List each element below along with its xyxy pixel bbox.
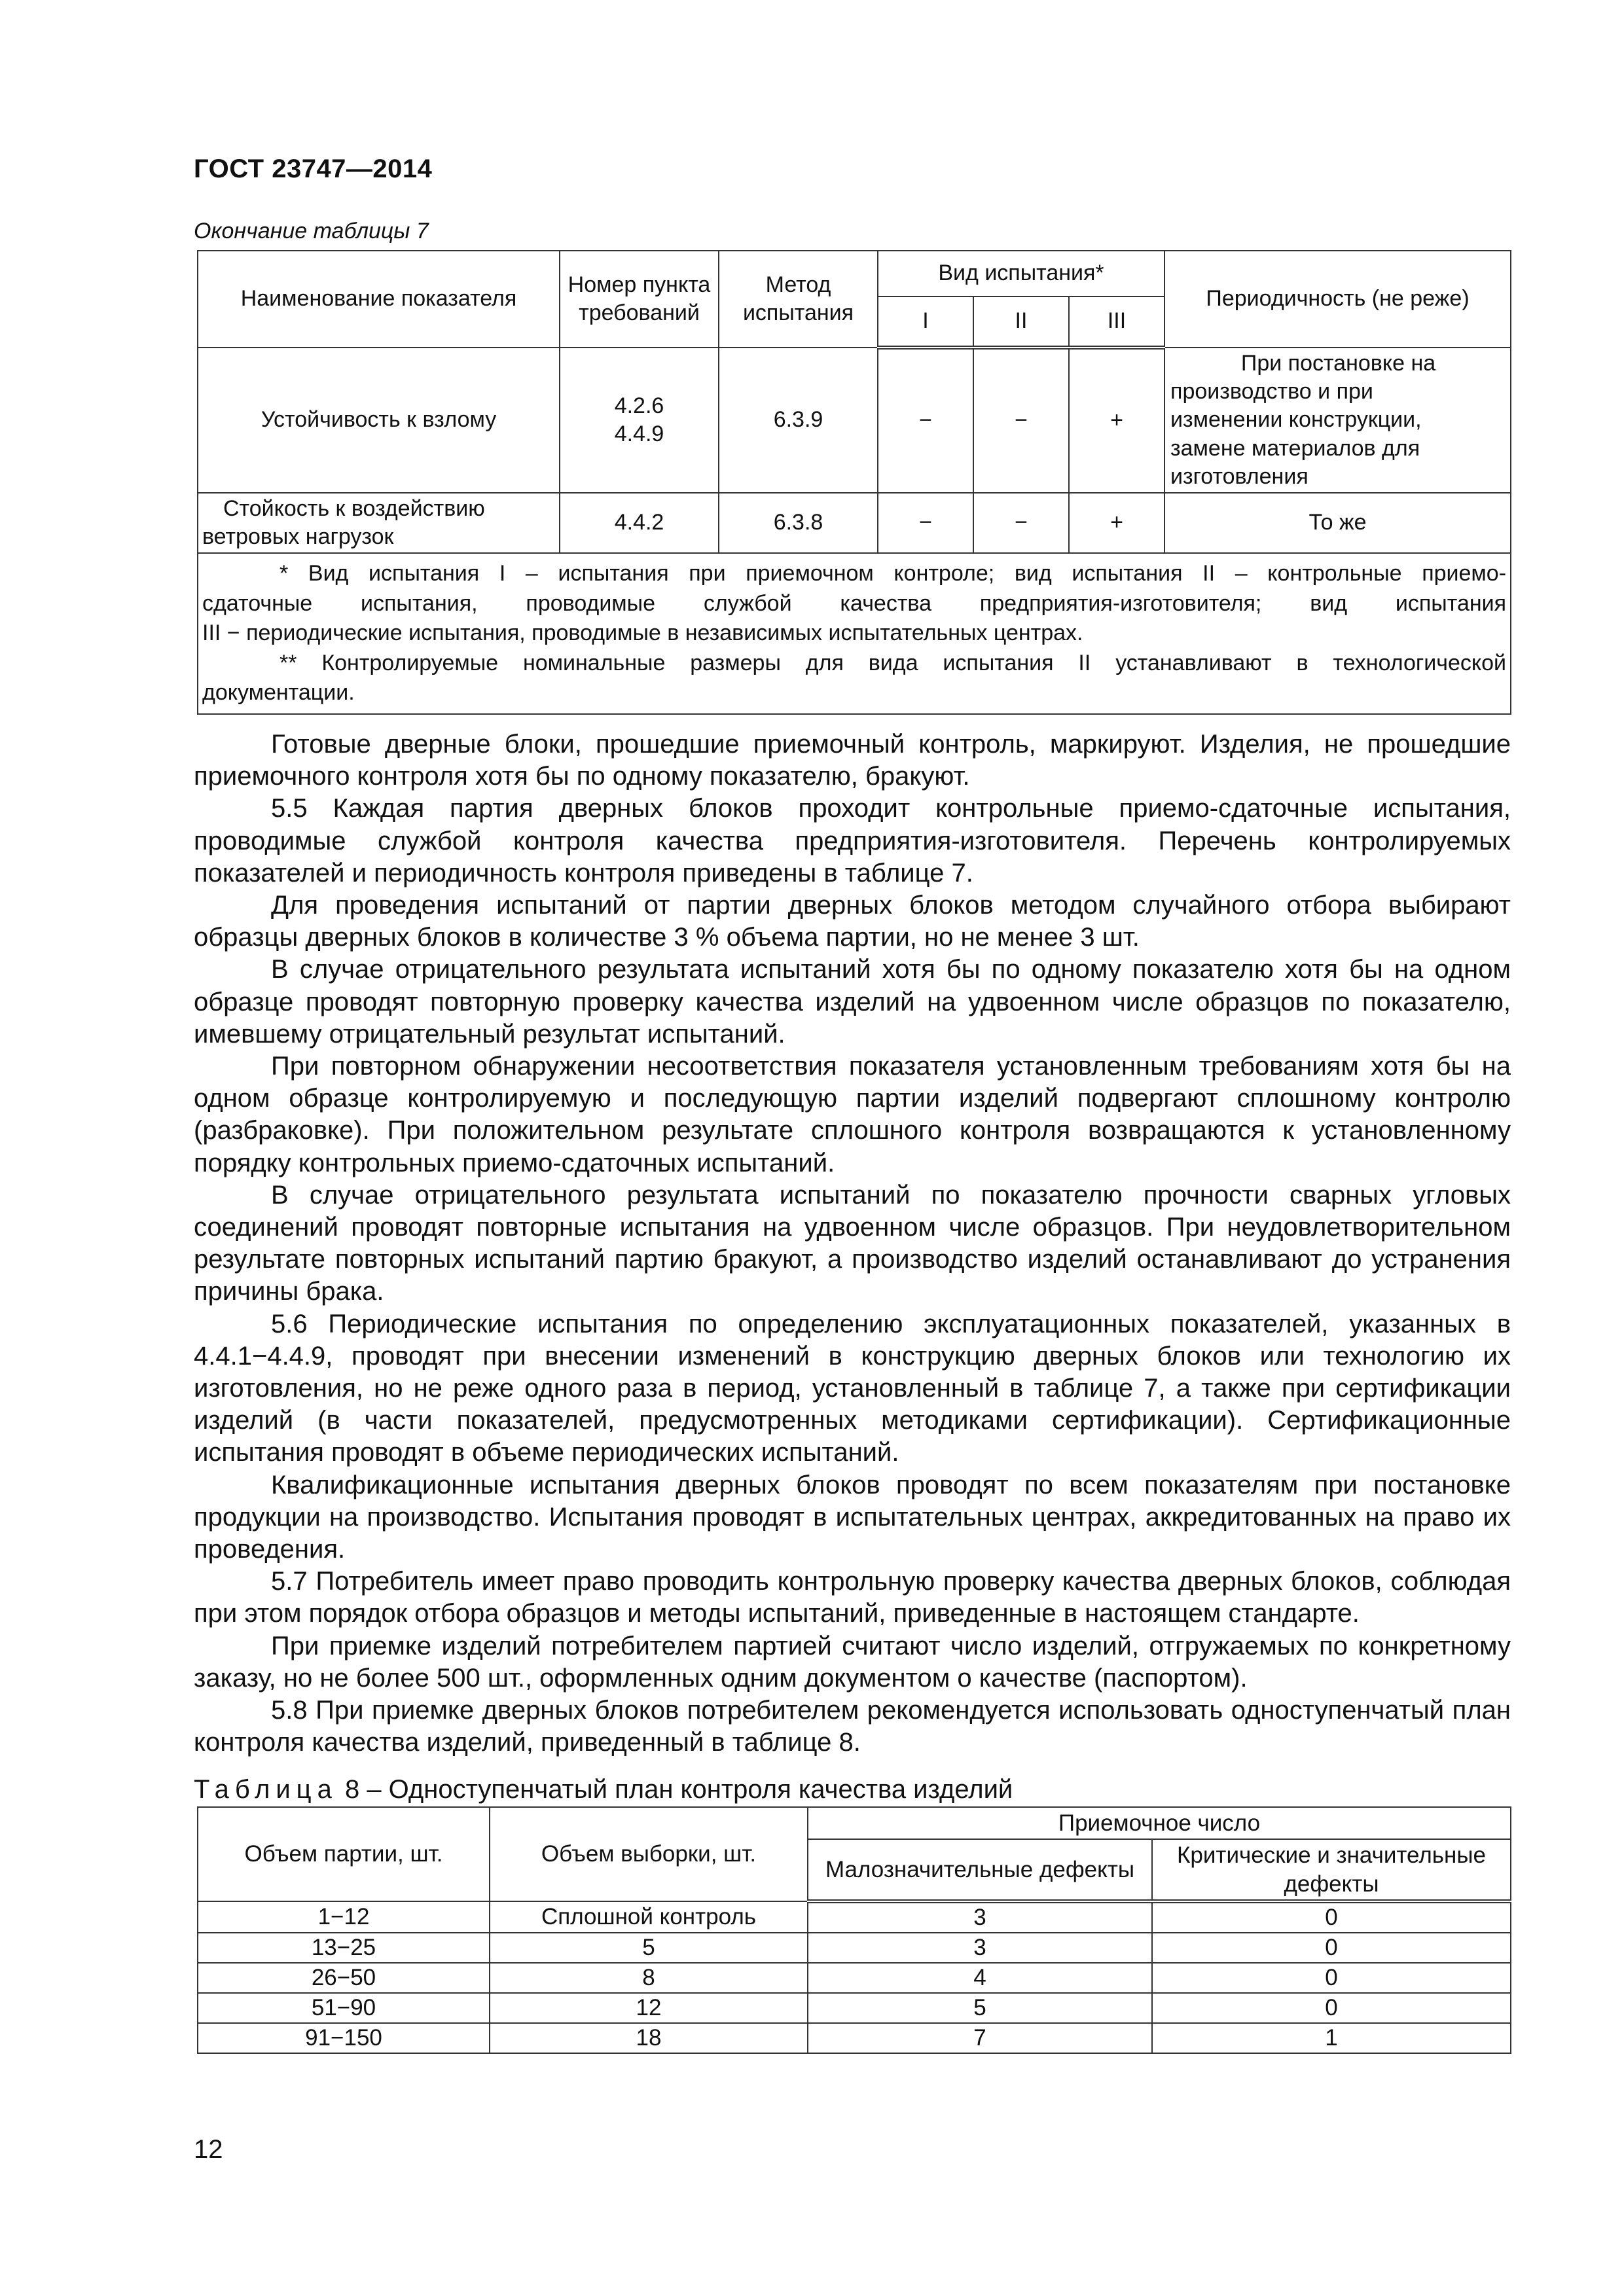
table8-cell-lot: 1−12 xyxy=(198,1901,490,1933)
table7-footnote-row xyxy=(198,553,1511,714)
table7-cell-method: 6.3.9 xyxy=(719,348,878,493)
name-line: Стойкость к воздействию xyxy=(223,495,485,521)
table8-header-lot: Объем партии, шт. xyxy=(198,1807,490,1901)
periodicity-line: замене материалов для xyxy=(1170,435,1420,461)
periodicity-line: При постановке на xyxy=(1240,351,1436,376)
table8-caption xyxy=(194,1775,1013,1804)
table-row xyxy=(198,348,1511,493)
name-line: ветровых нагрузок xyxy=(202,524,394,550)
table7-cell-type-i: − xyxy=(878,493,973,553)
table7-cell-type-i: − xyxy=(878,348,973,493)
table7-cell-name: Устойчивость к взлому xyxy=(198,348,560,493)
table8-cell-sample: 5 xyxy=(490,1933,808,1963)
table7-caption: Окончание таблицы 7 xyxy=(194,219,429,243)
table7-cell-type-ii: − xyxy=(973,348,1069,493)
paragraph: При повторном обнаружении несоответствия показателя установленным требованиям хотя бы на одном образце контролируемую и последующую партии изделий подвергают сплошному контролю (разбраковке). При положительном результате сплошного контроля возвращаются к установленному порядку контрольных приемо-сдаточных испытаний. xyxy=(194,1052,1511,1177)
table7-header-periodicity: Периодичность (не реже) xyxy=(1164,251,1511,348)
table7-cell-type-ii: − xyxy=(973,493,1069,553)
table7-cell-clause: 4.4.2 xyxy=(560,493,719,553)
table8-cell-minor: 3 xyxy=(808,1933,1152,1963)
table7-cell-type-iii: + xyxy=(1069,493,1164,553)
table8-cell-sample: 12 xyxy=(490,1993,808,2023)
table8-cell-minor: 3 xyxy=(808,1901,1152,1933)
footnote-line: сдаточные испытания, проводимые службой качества предприятия-изготовителя; вид испытания xyxy=(202,590,1507,616)
table8-caption-title: 8 – Одноступенчатый план контроля качества изделий xyxy=(337,1775,1013,1804)
footnote-line: ** Контролируемые номинальные размеры для вида испытания II устанавливают в технологической xyxy=(280,650,1507,675)
table8-cell-lot: 26−50 xyxy=(198,1963,490,1993)
table8 xyxy=(197,1806,1511,2054)
table8-cell-sample: Сплошной контроль xyxy=(490,1901,808,1933)
table8-caption-label: Таблица xyxy=(194,1775,338,1804)
table7-cell-method: 6.3.8 xyxy=(719,493,878,553)
table8-cell-lot: 13−25 xyxy=(198,1933,490,1963)
table7 xyxy=(197,250,1511,715)
footnote-line: документации. xyxy=(202,680,355,706)
table-row xyxy=(198,493,1511,553)
table-row xyxy=(198,1901,1511,1933)
periodicity-line: изменении конструкции, xyxy=(1170,407,1422,433)
table7-header-test-type: Вид испытания* xyxy=(878,251,1164,296)
footnote-line: III − периодические испытания, проводимые в независимых испытательных центрах. xyxy=(202,620,1083,646)
clause-line: 4.4.9 xyxy=(614,421,664,446)
table7-header-name: Наименование показателя xyxy=(198,251,560,348)
paragraph: 5.6 Периодические испытания по определению эксплуатационных показателей, указанных в 4.4.1−4.4.9, проводят при внесении изменений в конструкцию дверных блоков или технологию их изготовления, но не реже одного раза в период, установленный в таблице 7, а также при сертификации изделий (в части показателей, предусмотренных методиками сертификации). Сертификационные испытания проводят в объеме периодических испытаний. xyxy=(194,1309,1511,1467)
table8-cell-sample: 18 xyxy=(490,2023,808,2053)
paragraph: 5.8 При приемке дверных блоков потребителем рекомендуется использовать одноступенчатый план контроля качества изделий, приведенный в таблице 8. xyxy=(194,1696,1511,1757)
periodicity-line: изготовления xyxy=(1170,463,1308,489)
table8-cell-critical: 0 xyxy=(1152,1993,1511,2023)
footnote-line: * Вид испытания I – испытания при приемочном контроле; вид испытания II – контрольные приемо- xyxy=(280,561,1507,586)
table7-header-type-ii: II xyxy=(973,296,1069,348)
table7-header-type-i: I xyxy=(878,296,973,348)
table-row xyxy=(198,1963,1511,1993)
page-number: 12 xyxy=(194,2135,223,2164)
table7-cell-clause xyxy=(560,348,719,493)
paragraph: Для проведения испытаний от партии дверных блоков методом случайного отбора выбирают образцы дверных блоков в количестве 3 % объема партии, но не менее 3 шт. xyxy=(194,891,1511,952)
table8-cell-minor: 7 xyxy=(808,2023,1152,2053)
table8-header-critical: Критические и значительные дефекты xyxy=(1152,1839,1511,1901)
table8-cell-minor: 5 xyxy=(808,1993,1152,2023)
table8-cell-lot: 51−90 xyxy=(198,1993,490,2023)
table7-footnotes xyxy=(198,553,1511,714)
body-text xyxy=(194,728,1511,1759)
periodicity-line: производство и при xyxy=(1170,379,1373,404)
paragraph: 5.5 Каждая партия дверных блоков проходит контрольные приемо-сдаточные испытания, проводимые службой контроля качества предприятия-изготовителя. Перечень контролируемых показателей и периодичность контроля приведены в таблице 7. xyxy=(194,794,1511,888)
paragraph: 5.7 Потребитель имеет право проводить контрольную проверку качества дверных блоков, соблюдая при этом порядок отбора образцов и методы испытаний, приведенные в настоящем стандарте. xyxy=(194,1567,1511,1628)
table7-header-clause: Номер пункта требований xyxy=(560,251,719,348)
table-row xyxy=(198,2023,1511,2053)
paragraph: В случае отрицательного результата испытаний по показателю прочности сварных угловых соединений проводят повторные испытания на удвоенном числе образцов. При неудовлетворительном результате повторных испытаний партию бракуют, а производство изделий останавливают до устранения причины брака. xyxy=(194,1180,1511,1306)
table8-cell-critical: 0 xyxy=(1152,1901,1511,1933)
table7-cell-type-iii: + xyxy=(1069,348,1164,493)
table8-cell-critical: 0 xyxy=(1152,1933,1511,1963)
table7-cell-periodicity: То же xyxy=(1164,493,1511,553)
table8-header-row xyxy=(198,1807,1511,1839)
table8-cell-critical: 1 xyxy=(1152,2023,1511,2053)
table7-header-method: Метод испытания xyxy=(719,251,878,348)
paragraph: При приемке изделий потребителем партией считают число изделий, отгружаемых по конкретному заказу, но не более 500 шт., оформленных одним документом о качестве (паспортом). xyxy=(194,1631,1511,1693)
table-row xyxy=(198,1933,1511,1963)
table7-cell-periodicity xyxy=(1164,348,1511,493)
table7-cell-name xyxy=(198,493,560,553)
paragraph: Готовые дверные блоки, прошедшие приемочный контроль, маркируют. Изделия, не прошедшие приемочного контроля хотя бы по одному показателю, бракуют. xyxy=(194,730,1511,791)
table8-cell-minor: 4 xyxy=(808,1963,1152,1993)
clause-line: 4.2.6 xyxy=(614,393,664,418)
document-title: ГОСТ 23747—2014 xyxy=(194,154,433,183)
table8-header-acceptance: Приемочное число xyxy=(808,1807,1511,1839)
table8-cell-lot: 91−150 xyxy=(198,2023,490,2053)
table8-header-minor: Малозначительные дефекты xyxy=(808,1839,1152,1901)
paragraph: В случае отрицательного результата испытаний хотя бы по одному показателю хотя бы на одном образце проводят повторную проверку качества изделий на удвоенном числе образцов по показателю, имевшему отрицательный результат испытаний. xyxy=(194,955,1511,1049)
table8-cell-critical: 0 xyxy=(1152,1963,1511,1993)
table7-header-type-iii: III xyxy=(1069,296,1164,348)
table7-header-row xyxy=(198,251,1511,296)
table8-header-sample: Объем выборки, шт. xyxy=(490,1807,808,1901)
paragraph: Квалификационные испытания дверных блоков проводят по всем показателям при постановке продукции на производство. Испытания проводят в испытательных центрах, аккредитованных на право их проведения. xyxy=(194,1470,1511,1564)
table-row xyxy=(198,1993,1511,2023)
table8-cell-sample: 8 xyxy=(490,1963,808,1993)
